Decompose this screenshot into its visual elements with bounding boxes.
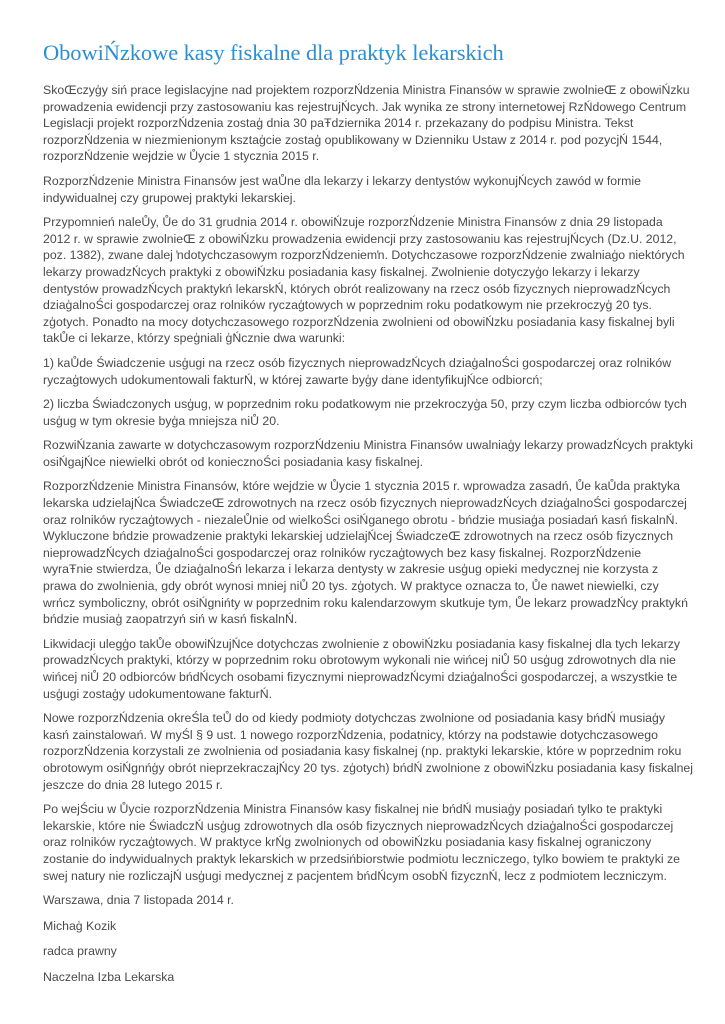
paragraph-previous-solutions: RozwiŃzania zawarte w dotychczasowym rozporzŃdzeniu Ministra Finansów uwalniaģy lekarzy prowadzŃcych praktyki osiŃgajŃce niewielki obrót od koniecznoŚci posiadania kasy fiskalnej. (43, 438, 693, 469)
paragraph-condition-2: 2) liczba Świadczonych usģug, w poprzednim roku podatkowym nie przekroczyģa 50, przy czym liczba odbiorców tych usģug w tym okresie byģa mniejsza niŮ 20. (43, 397, 687, 428)
document-title: ObowiŃzkowe kasy fiskalne dla praktyk lekarskich (43, 40, 504, 65)
paragraph-current-rules: Przypomnień naleŮy, Ůe do 31 grudnia 2014 r. obowiŃzuje rozporzŃdzenie Ministra Finansów z dnia 29 listopada 2012 r. w sprawie zwolnieŒ z obowiŃzku prowadzenia ewidencji przy zastosowaniu kas rejestrujŃcych (Dz.U. 2012, poz. 1382), zwane dalej ŉdotychczasowym rozporzŃdzeniemŉ. Dotychczasowe rozporzŃdzenie zwalniaģo niektórych lekarzy prowadzŃcych praktyki z obowiŃzku posiadania kasy fiskalnej. Zwolnienie dotyczyģo lekarzy i lekarzy dentystów prowadzŃcych praktykń lekarskŃ, których obrót realizowany na rzecz osób fizycznych nieprowadzŃcych dziaģalnoŚci gospodarczej oraz rolników ryczaģtowych w poprzednim roku podatkowym nie przekroczyģ 20 tys. zģotych. Ponadto na mocy dotychczasowego rozporzŃdzenia zwolnieni od obowiŃzku posiadania kasy fiskalnej byli takŮe ci lekarze, którzy speģniali ģŃcznie dwa warunki: (43, 215, 685, 346)
paragraph-transition: Nowe rozporzŃdzenia okreŚla teŮ do od kiedy podmioty dotychczas zwolnione od posiadania kasy bńdŃ musiaģy kasń zainstalowań. W myŚl § 9 ust. 1 nowego rozporzŃdzenia, podatnicy, którzy na podstawie dotychczasowego rozporzŃdzenia korzystali ze zwolnienia od posiadania kasy fiskalnej (np. praktyki lekarskie, które w poprzednim roku obrotowym osiŃgnńģy obrót nieprzekraczajŃcy 20 tys. zģotych) bńdŃ zwolnione z obowiŃzku posiadania kasy fiskalnej jeszcze do dnia 28 lutego 2015 r. (43, 711, 693, 792)
paragraph-importance: RozporzŃdzenie Ministra Finansów jest waŮne dla lekarzy i lekarzy dentystów wykonujŃcych zawód w formie indywidualnej czy grupowej praktyki lekarskiej. (43, 173, 641, 205)
author-name: Michaģ Kozik (43, 918, 117, 933)
organization-name: Naczelna Izba Lekarska (43, 969, 175, 984)
paragraph-intro: SkoŒczyģy siń prace legislacyjne nad projektem rozporzŃdzenia Ministra Finansów w sprawie zwolnieŒ z obowiŃzku prowadzenia ewidencji przy zastosowaniu kas rejestrujŃcych. Jak wynika ze strony internetowej RzŃdowego Centrum Legislacji projekt rozporzŃdzenia zostaģ dnia 30 paŦdziernika 2014 r. przekazany do podpisu Ministra. Tekst rozporzŃdzenia w niezmienionym ksztaģcie zostaģ opublikowany w Dzienniku Ustaw z 2014 r. pod pozycjŃ 1544, rozporzŃdzenie wejdzie w Ůycie 1 stycznia 2015 r. (43, 83, 690, 164)
paragraph-new-regulation: RozporzŃdzenie Ministra Finansów, które wejdzie w Ůycie 1 stycznia 2015 r. wprowadza zasadń, Ůe kaŮda praktyka lekarska udzielajŃca ŚwiadczeŒ zdrowotnych na rzecz osób fizycznych nieprowadzŃcych dziaģalnoŚci gospodarczej oraz rolników ryczaģtowych - niezaleŮnie od wielkoŚci osiŃganego obrotu - bńdzie musiaģa posiadań kasń fiskalnŃ. Wykluczone bńdzie prowadzenie praktyki lekarskiej udzielajŃcej ŚwiadczeŒ zdrowotnych na rzecz osób fizycznych nieprowadzŃcych dziaģalnoŚci gospodarczej oraz rolników ryczaģtowych bez kasy fiskalnej. RozporzŃdzenie wyraŦnie stwierdza, Ůe dziaģalnoŚń lekarza i lekarza dentysty w zakresie usģug opieki medycznej nie korzysta z prawa do zwolnienia, gdy obrót wynosi mniej niŮ 20 tys. zģotych. W praktyce oznacza to, Ůe nawet niewielki, czy wrńcz symboliczny, obrót osiŃgnińty w poprzednim roku kalendarzowym skutkuje tym, Ůe lekarz prowadzŃcy praktykń bńdzie musiaģ zaopatrzyń siń w kasń fiskalnŃ. (43, 479, 688, 627)
paragraph-condition-1: 1) kaŮde Świadczenie usģugi na rzecz osób fizycznych nieprowadzŃcych dziaģalnoŚci gospodarczej oraz rolników ryczaģtowych udokumentowali fakturŃ, w której zawarte byģy dane identyfikujŃce odbiorcń; (43, 355, 672, 387)
document-page (43, 38, 693, 995)
date-line: Warszawa, dnia 7 listopada 2014 r. (43, 893, 234, 908)
author-role: radca prawny (43, 944, 117, 959)
paragraph-exemptions: Po wejŚciu w Ůycie rozporzŃdzenia Ministra Finansów kasy fiskalnej nie bńdŃ musiaģy posiadań tylko te praktyki lekarskie, które nie ŚwiadczŃ usģug zdrowotnych dla osób fizycznych nieprowadzŃcych dziaģalnoŚci gospodarczej oraz rolników ryczaģtowych. W praktyce krŃg zwolnionych od obowiŃzku posiadania kasy fiskalnej ograniczony zostanie do indywidualnych praktyk lekarskich w przedsińbiorstwie podmiotu leczniczego, tylko bowiem te praktyki ze swej natury nie rozliczajŃ usģugi medycznej z pacjentem bńdŃcym osobŃ fizycznŃ, lecz z podmiotem leczniczym. (43, 802, 680, 883)
paragraph-liquidation: Likwidacji ulegģo takŮe obowiŃzujŃce dotychczas zwolnienie z obowiŃzku posiadania kasy fiskalnej dla tych lekarzy prowadzŃcych praktyki, którzy w poprzednim roku obrotowym wykonali nie wińcej niŮ 50 usģug zdrowotnych dla nie wińcej niŮ 20 odbiorców bńdŃcych osobami fizycznymi nieprowadzŃcymi dziaģalnoŚci gospodarczej, a wszystkie te usģugi zostaģy udokumentowane fakturŃ. (43, 636, 681, 701)
